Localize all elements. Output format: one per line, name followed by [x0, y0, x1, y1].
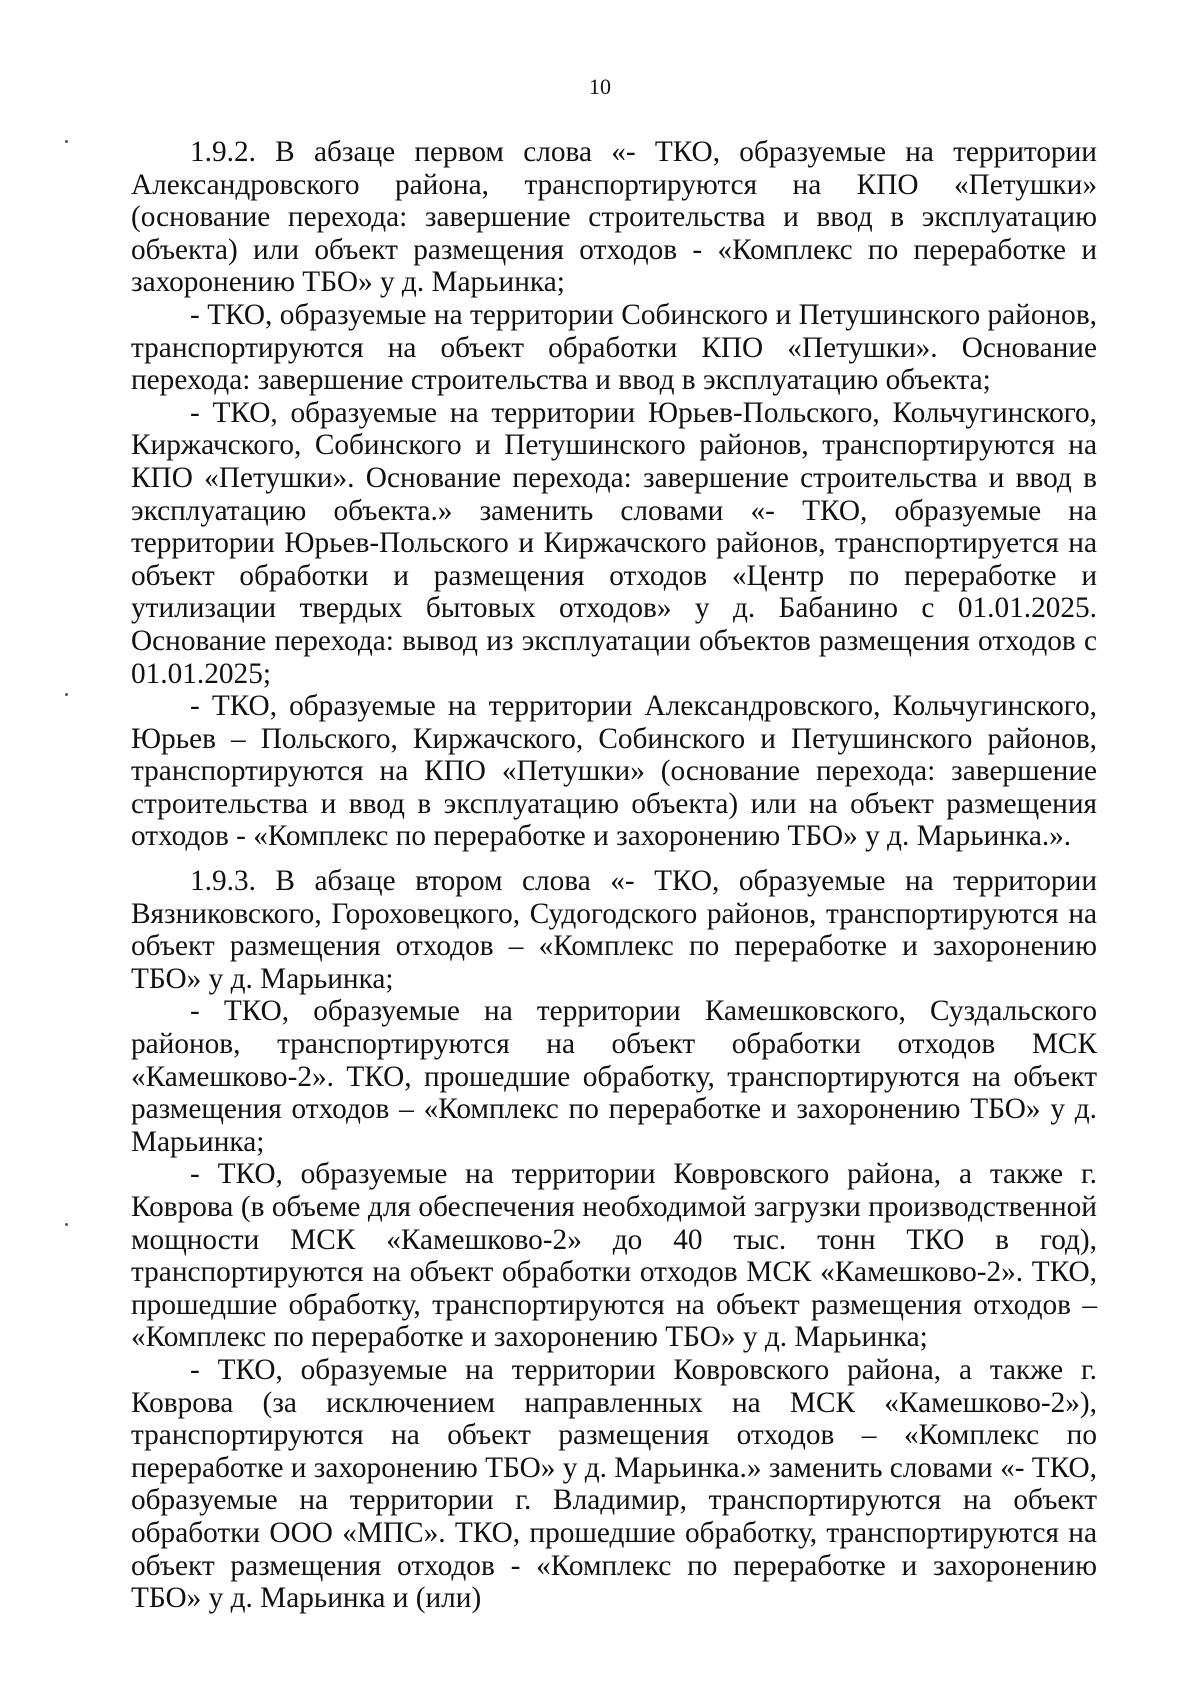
paragraph-sobinsky-petushinsky: - ТКО, образуемые на территории Собинского и Петушинского районов, транспортируются на объект обработки КПО «Петушки». Основание перехода: завершение строительства и ввод в эксплуатацию объекта; — [131, 298, 1097, 397]
scan-mark — [65, 140, 68, 143]
scan-mark — [65, 693, 68, 696]
document-body — [131, 136, 1097, 1615]
page-number: 10 — [589, 74, 611, 99]
paragraph-1-9-2: 1.9.2. В абзаце первом слова «- ТКО, образуемые на территории Александровского района, транспортируются на КПО «Петушки» (основание перехода: завершение строительства и ввод в эксплуатацию объекта) или объект размещения отходов - «Комплекс по переработке и захоронению ТБО» у д. Марьинка; — [131, 136, 1097, 299]
paragraph-kameshkovsky-suzdalsky: - ТКО, образуемые на территории Камешковского, Суздальского районов, транспортируются на объект обработки отходов МСК «Камешково-2». ТКО, прошедшие обработку, транспортируются на объект размещения отходов – «Комплекс по переработке и захоронению ТБО» у д. Марьинка; — [131, 995, 1097, 1158]
paragraph-yuryev-polsky-replacement: - ТКО, образуемые на территории Юрьев-Польского, Кольчугинского, Киржачского, Собинского и Петушинского районов, транспортируются на КПО «Петушки». Основание перехода: завершение строительства и ввод в эксплуатацию объекта.» заменить словами «- ТКО, образуемые на территории Юрьев-Польского и Киржачского районов, транспортируется на объект обработки и размещения отходов «Центр по переработке и утилизации твердых бытовых отходов» у д. Бабанино с 01.01.2025. Основание перехода: вывод из эксплуатации объектов размещения отходов с 01.01.2025; — [131, 396, 1097, 690]
paragraph-alexandrovsky-list: - ТКО, образуемые на территории Александровского, Кольчугинского, Юрьев – Польского, Киржачского, Собинского и Петушинского районов, транспортируются на КПО «Петушки» (основание перехода: завершение строительства и ввод в эксплуатацию объекта) или на объект размещения отходов - «Комплекс по переработке и захоронению ТБО» у д. Марьинка.». — [131, 690, 1097, 853]
paragraph-kovrovsky-capacity: - ТКО, образуемые на территории Ковровского района, а также г. Коврова (в объеме для обеспечения необходимой загрузки производственной мощности МСК «Камешково-2» до 40 тыс. тонн ТКО в год), транспортируются на объект обработки отходов МСК «Камешково-2». ТКО, прошедшие обработку, транспортируются на объект размещения отходов – «Комплекс по переработке и захоронению ТБО» у д. Марьинка; — [131, 1158, 1097, 1354]
paragraph-1-9-3: 1.9.3. В абзаце втором слова «- ТКО, образуемые на территории Вязниковского, Гороховецкого, Судогодского районов, транспортируются на объект размещения отходов – «Комплекс по переработке и захоронению ТБО» у д. Марьинка; — [131, 865, 1097, 995]
paragraph-kovrovsky-replacement: - ТКО, образуемые на территории Ковровского района, а также г. Коврова (за исключением направленных на МСК «Камешково-2»), транспортируются на объект размещения отходов – «Комплекс по переработке и захоронению ТБО» у д. Марьинка.» заменить словами «- ТКО, образуемые на территории г. Владимир, транспортируются на объект обработки ООО «МПС». ТКО, прошедшие обработку, транспортируются на объект размещения отходов - «Комплекс по переработке и захоронению ТБО» у д. Марьинка и (или) — [131, 1353, 1097, 1615]
scan-mark — [65, 1223, 68, 1226]
